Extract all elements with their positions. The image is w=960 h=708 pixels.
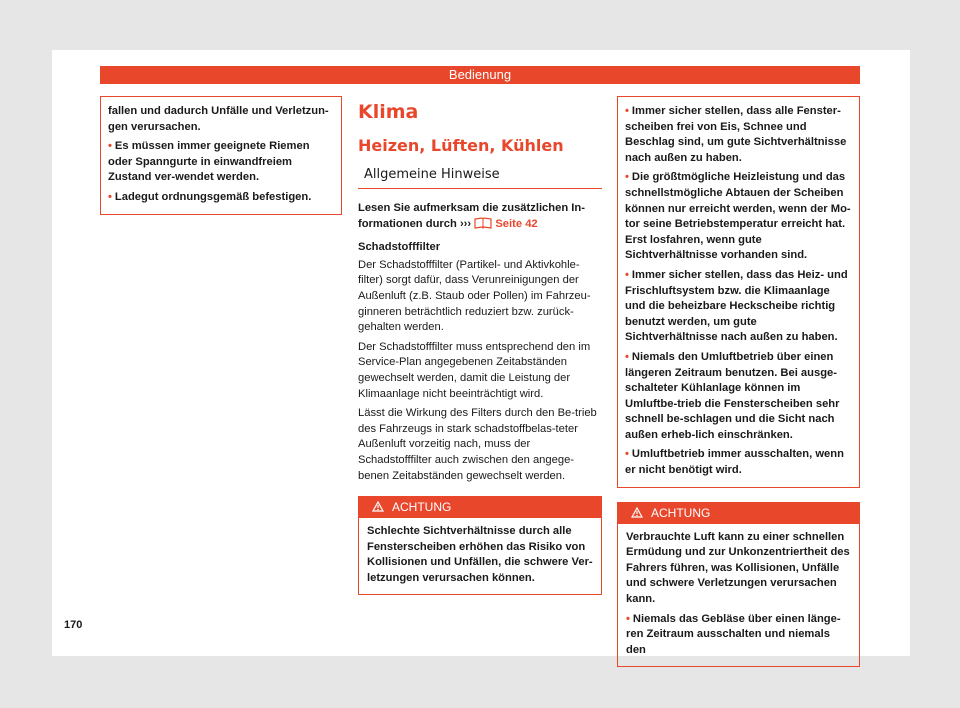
column-left xyxy=(100,96,342,215)
bullet-icon: • xyxy=(108,140,112,153)
chapter-title: Klima xyxy=(358,101,419,123)
warning-triangle-icon xyxy=(631,507,643,518)
cross-ref-arrows: ››› xyxy=(459,217,472,230)
column-right xyxy=(617,96,860,667)
list-item: • Ladegut ordnungsgemäß befestigen. xyxy=(108,190,312,203)
warning-text: Verbrauchte Luft kann zu einer schnellen Ermüdung und zur Unkonzentriertheit des Fahrers führen, was Kollisionen, Unfälle und schwere Verletzungen verursachen kann. • Niemals das Gebläse über einen länge-ren Zeitraum ausschalten und niemals den xyxy=(617,524,860,668)
list-item: • Niemals das Gebläse über einen länge-ren Zeitraum ausschalten und niemals den xyxy=(626,612,841,656)
warning-text: Schlechte Sichtverhältnisse durch alle Fensterscheiben erhöhen das Risiko von Kollisionen und Unfällen, die schwere Ver-letzungen verursachen können. xyxy=(358,518,602,595)
column-middle xyxy=(358,96,602,595)
lead-paragraph: Lesen Sie aufmerksam die zusätzlichen In-formationen durch ››› Seite 42 xyxy=(358,202,585,230)
list-item: • Niemals den Umluftbetrieb über einen längeren Zeitraum benutzen. Bei ausge-schalteter Kühlanlage können im Umluftbe-trieb die Fensterscheiben sehr schnell be-schlagen und die Sicht nach außen erheb-lich einschränken. xyxy=(625,350,840,441)
warning-continued-text: fallen und dadurch Unfälle und Verletzun-gen verursachen. xyxy=(108,105,329,133)
bullet-icon: • xyxy=(626,612,630,625)
bullet-icon: • xyxy=(625,171,629,184)
warning-triangle-icon xyxy=(372,501,384,512)
continued-warning-box xyxy=(100,96,342,215)
section-title: Heizen, Lüften, Kühlen xyxy=(358,136,564,155)
bullet-icon: • xyxy=(625,268,629,281)
warning-box xyxy=(358,496,602,595)
list-item: • Es müssen immer geeignete Riemen oder Spanngurte in einwandfreiem Zustand ver-wendet werden. xyxy=(108,140,310,184)
list-item: • Die größtmögliche Heizleistung und das schnellstmögliche Abtauen der Scheiben können nur erreicht werden, wenn der Mo-tor seine Betriebstemperatur erreicht hat. Erst losfahren, wenn gute Sichtverhältnisse vorhanden sind. xyxy=(625,171,851,262)
page-reference-link[interactable]: Seite 42 xyxy=(495,217,538,230)
page-number: 170 xyxy=(64,619,83,631)
paragraph: Der Schadstofffilter muss entsprechend den im Service-Plan angegebenen Zeitabständen gewechselt werden, damit die Leistung der Klimaanlage nicht beeinträchtigt wird. xyxy=(358,340,591,400)
page-header: Bedienung xyxy=(100,66,860,84)
list-item: • Umluftbetrieb immer ausschalten, wenn er nicht benötigt wird. xyxy=(625,448,844,477)
bullet-icon: • xyxy=(625,448,629,461)
continued-warning-box xyxy=(617,96,860,488)
bullet-icon: • xyxy=(625,105,629,117)
subsection-title: Allgemeine Hinweise xyxy=(358,166,602,189)
filter-heading: Schadstofffilter xyxy=(358,241,441,254)
bullet-icon: • xyxy=(108,190,112,203)
paragraph: Lässt die Wirkung des Filters durch den Be-trieb des Fahrzeugs in stark schadstoffbelas-teter Außenluft vorzeitig nach, muss der Schadstofffilter auch zwischen den angege-benen Zeitabständen gewechselt werden. xyxy=(358,407,597,482)
warning-header: ACHTUNG xyxy=(617,502,860,524)
warning-header: ACHTUNG xyxy=(358,496,602,518)
paragraph: Der Schadstofffilter (Partikel- und Aktivkohle-filter) sorgt dafür, dass Verunreinigungen der Außenluft (z.B. Staub oder Pollen) im Fahrzeu-ginneren beträchtlich reduziert bzw. zurück-gehalten werden. xyxy=(358,258,591,334)
list-item: • Immer sicher stellen, dass alle Fenster-scheiben frei von Eis, Schnee und Beschlag sind, um gute Sichtverhältnisse nach außen zu haben. xyxy=(625,105,847,164)
book-icon xyxy=(474,218,492,230)
bullet-icon: • xyxy=(625,350,629,363)
list-item: • Immer sicher stellen, dass das Heiz- und Frischluftsystem bzw. die Klimaanlage und die beheizbare Heckscheibe richtig benutzt werden, um gute Sichtverhältnisse nach außen zu haben. xyxy=(625,268,848,344)
warning-box xyxy=(617,502,860,668)
